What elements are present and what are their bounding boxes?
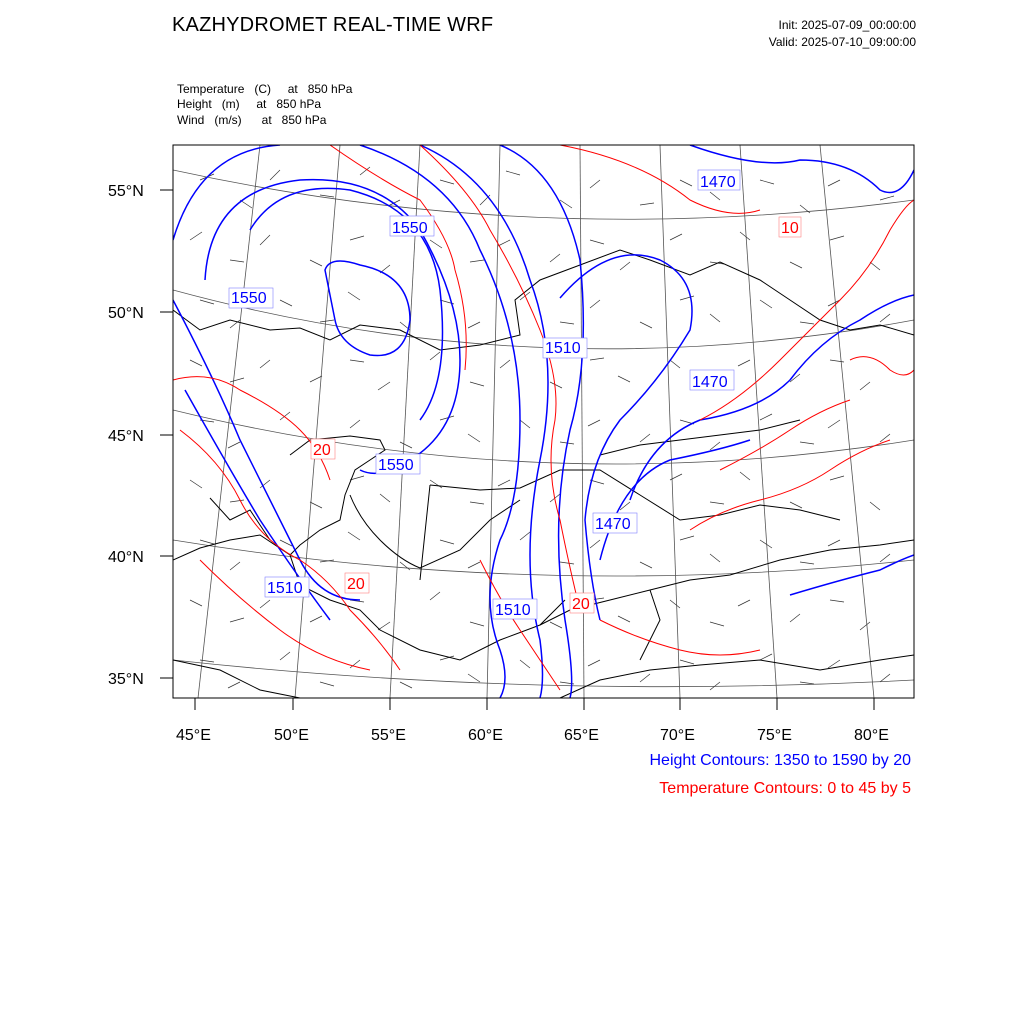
lon-label: 70°E	[660, 727, 695, 744]
lon-label: 80°E	[854, 727, 889, 744]
height-label: 1510	[545, 340, 581, 357]
temperature-label: 20	[347, 576, 365, 593]
height-label: 1470	[700, 174, 736, 191]
field-wind: Wind (m/s) at 850 hPa	[177, 113, 327, 127]
coastlines-borders	[173, 250, 914, 698]
temperature-label: 20	[572, 596, 590, 613]
valid-time: Valid: 2025-07-10_09:00:00	[768, 35, 916, 49]
lon-label: 65°E	[564, 727, 599, 744]
height-label: 1470	[692, 374, 728, 391]
init-time: Init: 2025-07-09_00:00:00	[778, 18, 916, 32]
lon-label: 60°E	[468, 727, 503, 744]
lon-label: 75°E	[757, 727, 792, 744]
lon-label: 55°E	[371, 727, 406, 744]
lon-label: 45°E	[176, 727, 211, 744]
temperature-label: 20	[313, 442, 331, 459]
wind-barbs	[190, 167, 894, 690]
field-height: Height (m) at 850 hPa	[177, 97, 322, 111]
lat-label: 35°N	[108, 671, 144, 688]
height-legend: Height Contours: 1350 to 1590 by 20	[649, 752, 911, 769]
lat-label: 45°N	[108, 428, 144, 445]
map-title: KAZHYDROMET REAL-TIME WRF	[172, 14, 494, 36]
height-label: 1550	[378, 457, 414, 474]
temperature-label: 10	[781, 220, 799, 237]
height-label: 1470	[595, 516, 631, 533]
lat-label: 55°N	[108, 183, 144, 200]
height-label: 1550	[231, 290, 267, 307]
lat-label: 40°N	[108, 549, 144, 566]
lat-label: 50°N	[108, 305, 144, 322]
lat-axis	[108, 183, 173, 688]
height-label: 1550	[392, 220, 428, 237]
field-temperature: Temperature (C) at 850 hPa	[177, 82, 353, 96]
temperature-legend: Temperature Contours: 0 to 45 by 5	[659, 780, 911, 797]
height-label: 1510	[495, 602, 531, 619]
height-label: 1510	[267, 580, 303, 597]
lon-label: 50°E	[274, 727, 309, 744]
lon-axis	[176, 698, 889, 744]
temperature-contours	[173, 145, 914, 690]
